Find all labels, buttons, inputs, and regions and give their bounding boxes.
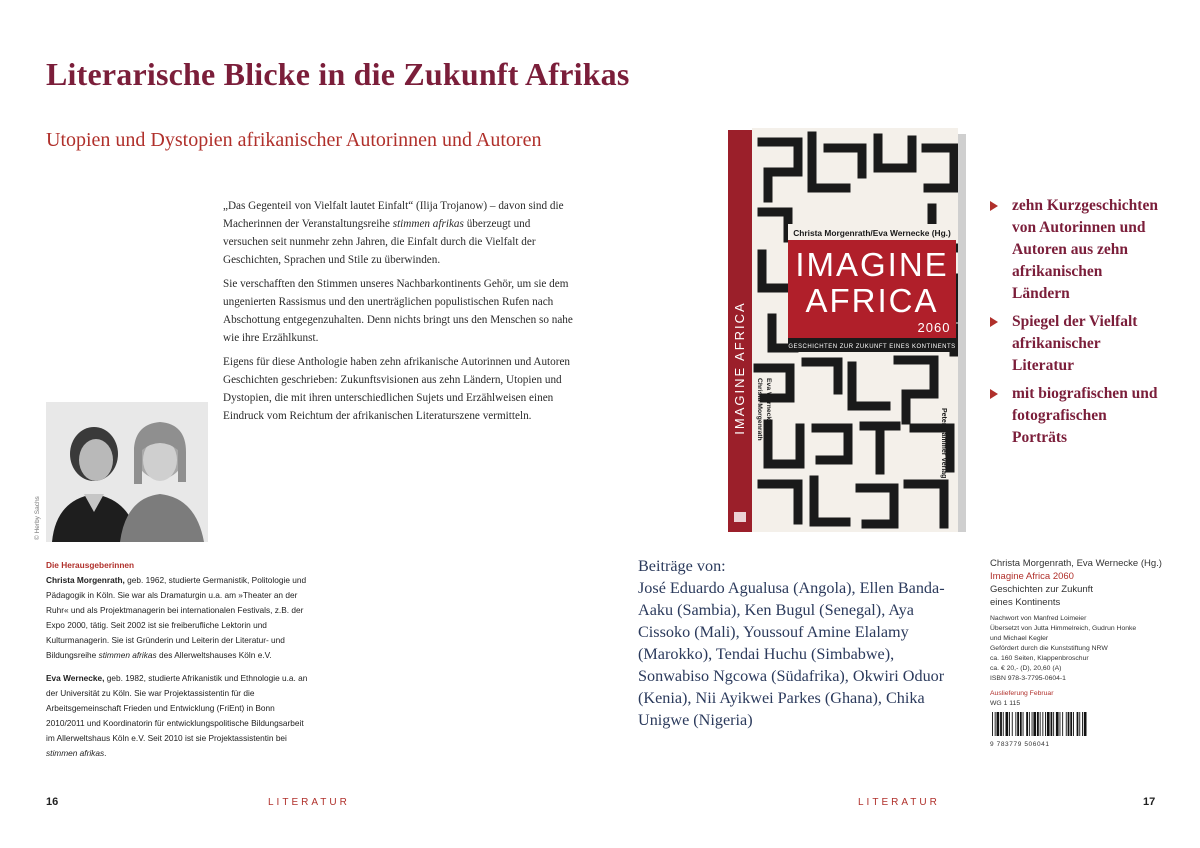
cover-side-publisher: Peter Hammer Verlag (940, 408, 947, 479)
intro-p1-a: „Das Gegenteil von Vielfalt lautet Einfalt“ (Ilija Trojanow) – davon sind die Macherinnen der Veranstaltungsreihe (223, 200, 564, 230)
cover-title-1: IMAGINE (795, 246, 949, 283)
intro-p1-em: stimmen afrikas (392, 218, 464, 230)
bullet-item (990, 195, 1160, 305)
editor-2-bio (46, 671, 308, 761)
cover-tagline: GESCHICHTEN ZUR ZUKUNFT EINES KONTINENTS (788, 344, 956, 350)
bullet-item (990, 383, 1160, 449)
spine-title: IMAGINE AFRICA (732, 301, 747, 435)
book-cover (728, 128, 986, 538)
info-detail: ISBN 978-3-7795-0604-1 (990, 675, 1066, 682)
contributions-label: Beiträge von: (638, 557, 726, 575)
intro-paragraph-1 (223, 197, 573, 269)
triangle-bullet-icon (990, 317, 998, 327)
triangle-bullet-icon (990, 201, 998, 211)
cover-side-editors-1: Christa Morgenrath (756, 378, 763, 441)
info-detail: ca. € 20,- (D), 20,60 (A) (990, 665, 1062, 672)
intro-text (223, 197, 573, 431)
triangle-bullet-icon (990, 389, 998, 399)
info-detail: Gefördert durch die Kunststiftung NRW (990, 645, 1108, 652)
page-number-right: 17 (1143, 796, 1156, 808)
editors-photo (46, 402, 208, 542)
info-editors: Christa Morgenrath, Eva Wernecke (Hg.) (990, 558, 1162, 569)
barcode-digits: 9 783779 506041 (990, 741, 1050, 748)
section-label-left: LITERATUR (268, 797, 350, 808)
section-label-right: LITERATUR (858, 797, 940, 808)
cover-title-2: AFRICA (805, 282, 939, 319)
intro-p1-b: überzeugt und versuchen seit nunmehr zehn Jahren, die Einfalt durch die Vielfalt der Geschichten, Sprachen und Stile zu überwinden. (223, 218, 536, 266)
book-cover-illustration (728, 128, 986, 538)
editor-2-tail: . (104, 748, 107, 758)
editors-bio (46, 558, 308, 769)
info-detail: Nachwort von Manfred Loimeier (990, 615, 1087, 622)
info-detail: Übersetzt von Jutta Himmelreich, Gudrun Honke (990, 625, 1137, 632)
editor-1-bio (46, 558, 308, 663)
page-title: Literarische Blicke in die Zukunft Afrikas (46, 56, 630, 92)
bullet-text-2: Spiegel der Vielfalt afrikanischer Literatur (1012, 313, 1138, 374)
editors-photo-illustration (46, 402, 208, 542)
editor-1-em: stimmen afrikas (98, 650, 157, 660)
info-subtitle-2: eines Kontinents (990, 597, 1061, 608)
info-detail: und Michael Kegler (990, 635, 1049, 642)
page-number-left: 16 (46, 796, 59, 808)
intro-paragraph-2: Sie verschafften den Stimmen unseres Nachbarkontinents Gehör, um sie dem ungenierten Rassismus und den unerträglichen populistischen Rufen nach Abschottung entgegenzuhalten. Denn nichts bringt uns den Menschen so nahe wie ihre Erzählkunst. (223, 278, 573, 344)
bullet-text-1: zehn Kurzgeschichten von Autorinnen und Autoren aus zehn afrikanischen Ländern (1012, 197, 1158, 302)
barcode-icon (990, 712, 1090, 736)
editor-1-text: geb. 1962, studierte Germanistik, Politologie und Pädagogik in Köln. Sie war als Dramaturgin u.a. am »Theater an der Ruhr« und als Projektmanagerin bei internationalen Festivals, z.B. der Expo 2000, tätig. Seit 2002 ist sie freiberufliche Lektorin und Kulturmanagerin. Sie ist Gründerin und Leiterin der Literatur- und Bildungsreihe (46, 575, 307, 660)
cover-side-editors-2: Eva Wernecke (Hg.) (765, 378, 772, 442)
info-wg: WG 1 115 (990, 700, 1021, 707)
editor-1-tail: des Allerweltshauses Köln e.V. (156, 650, 272, 660)
info-release: Auslieferung Februar (990, 690, 1054, 697)
info-detail: ca. 160 Seiten, Klappenbroschur (990, 655, 1089, 662)
info-subtitle-1: Geschichten zur Zukunft (990, 584, 1093, 595)
bullet-item (990, 311, 1160, 377)
cover-year: 2060 (917, 320, 951, 335)
book-info (990, 557, 1175, 748)
photo-credit: © Herby Sachs (34, 496, 41, 540)
intro-paragraph-3: Eigens für diese Anthologie haben zehn afrikanische Autorinnen und Autoren Geschichten geschrieben: Zukunftsvisionen aus zehn Ländern, Utopien und Dystopien, die mit ihren unterschiedlichen Sujets und Erzählweisen einen Eindruck vom Reichtum der afrikanischen Literaturszene vermitteln. (223, 356, 571, 422)
cover-editors: Christa Morgenrath/Eva Wernecke (Hg.) (793, 228, 951, 238)
bullet-text-3: mit biografischen und fotografischen Porträts (1012, 385, 1158, 446)
editor-1-name: Christa Morgenrath, (46, 575, 125, 585)
info-title: Imagine Africa 2060 (990, 571, 1074, 582)
editor-2-text: geb. 1982, studierte Afrikanistik und Ethnologie u.a. an der Universität zu Köln. Sie war Projektassistentin für die Arbeitsgemeinschaft Frieden und Entwicklung (FriEnt) in Bonn 2010/2011 und Koordinatorin für entwicklungspolitische Bildungsarbeit im Allerweltshaus Köln e.V. Seit 2010 ist sie Projektassistentin bei (46, 673, 308, 743)
barcode (990, 712, 1175, 748)
editor-2-em: stimmen afrikas (46, 748, 105, 758)
editor-2-name: Eva Wernecke, (46, 673, 105, 683)
page-subtitle: Utopien und Dystopien afrikanischer Autorinnen und Autoren (46, 129, 542, 151)
contributions-authors: José Eduardo Agualusa (Angola), Ellen Banda-Aaku (Sambia), Ken Bugul (Senegal), Aya Cissoko (Mali), Youssouf Amine Elalamy (Marokko), Tendai Huchu (Simbabwe), Sonwabiso Ngcowa (Südafrika), Okwiri Oduor (Kenia), Nii Ayikwei Parkes (Ghana), Chika Unigwe (Nigeria) (638, 579, 945, 729)
contributions (638, 555, 958, 731)
feature-bullets (990, 195, 1160, 455)
editors-heading: Die Herausgeberinnen (46, 560, 135, 570)
